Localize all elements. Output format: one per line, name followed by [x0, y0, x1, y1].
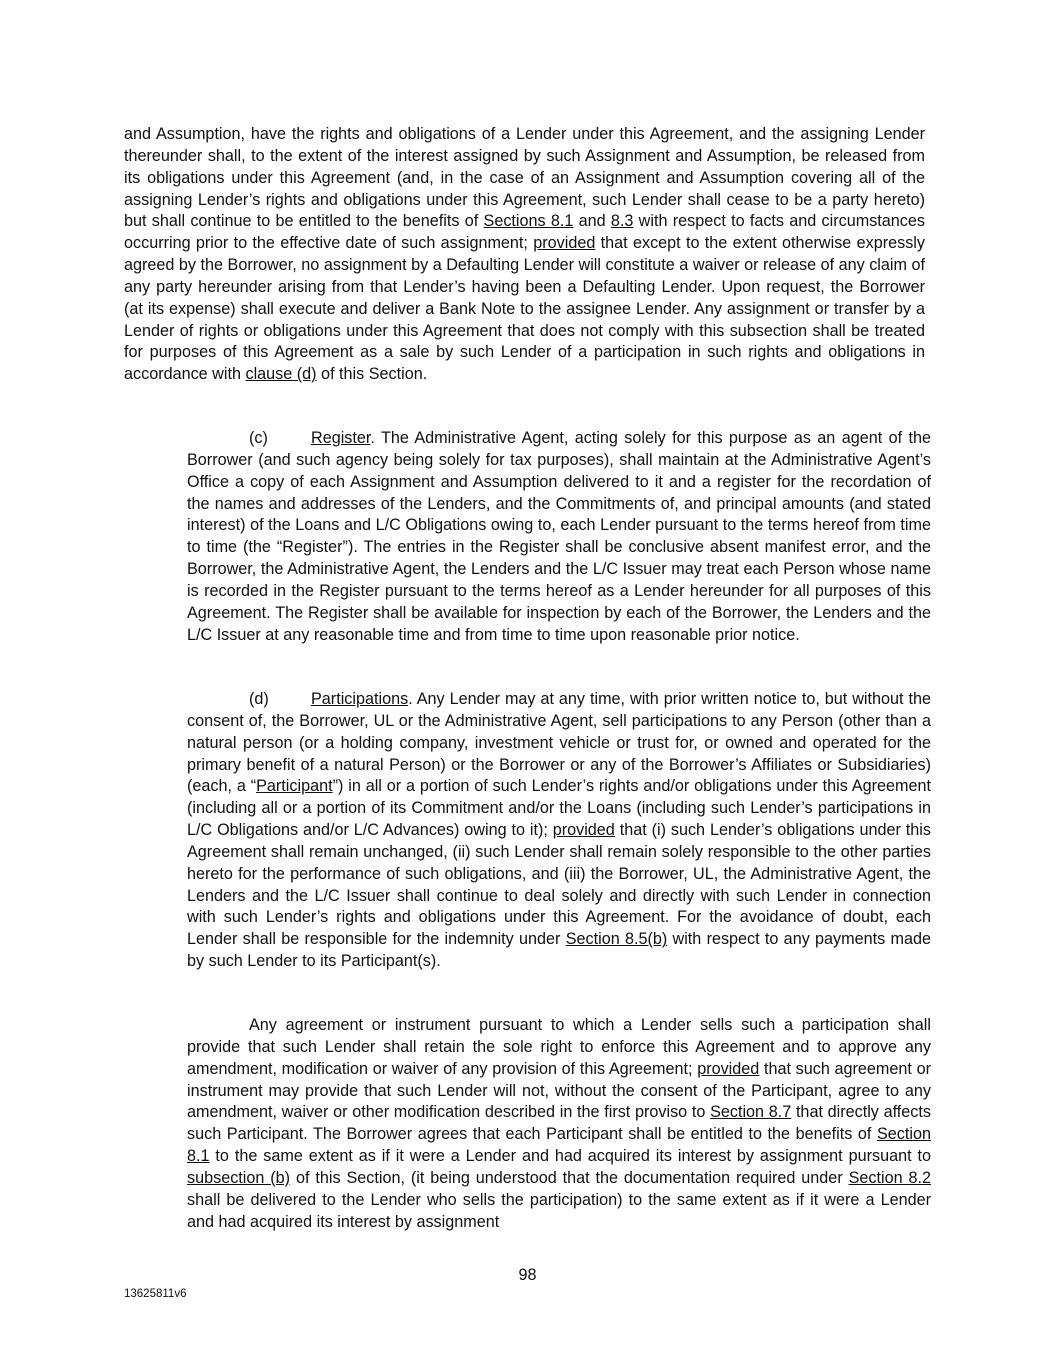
section-d-paragraph [187, 689, 931, 973]
cross-reference: Sections 8.1 [483, 212, 574, 231]
section-heading: Register [311, 429, 371, 447]
continuation-paragraph [124, 124, 925, 386]
text-run: Any agreement or instrument pursuant to which a Lender sells such a participation shall provide that such Lender shall retain the sole right to enforce this Agreement and to approve any amendment, modification or waiver of any provision of this Agreement; [187, 1016, 931, 1078]
text-run: and [573, 212, 611, 231]
text-run: of this Section. [316, 365, 428, 384]
document-id: 13625811v6 [124, 1288, 187, 1300]
text-run: . Any Lender may at any time, with prior written notice to, but without the consent of, the Borrower, UL or the Administrative Agent, sell participations to any Person (other than a natural person (or a holding company, investment vehicle or trust for, or owned and operated for the primary benefit of a natural Person) or the Borrower or any of the Borrower’s Affiliates or Subsidiaries) (each, a “ [187, 690, 931, 796]
provided-term: provided [533, 234, 596, 253]
participation-agreement-paragraph [187, 1015, 931, 1233]
cross-reference: Section 8.2 [848, 1168, 932, 1187]
text-run: with respect to facts and circumstances occurring prior to the effective date of such assignment; [124, 212, 925, 253]
cross-reference: 8.3 [610, 212, 634, 231]
section-label: (c) [249, 429, 268, 447]
provided-term: provided [697, 1059, 760, 1078]
cross-reference: Section 8.7 [710, 1103, 792, 1122]
cross-reference: Section 8.5(b) [565, 930, 668, 949]
section-c-paragraph [187, 428, 931, 646]
text-run: and Assumption, have the rights and obligations of a Lender under this Agreement, and the assigning Lender thereunder shall, to the extent of the interest assigned by such Assignment and Assumption, be released from its obligations under this Agreement (and, in the case of an Assignment and Assumption covering all of the assigning Lender’s rights and obligations under this Agreement, such Lender shall cease to be a party hereto) but shall continue to be entitled to the benefits of [124, 125, 925, 231]
text-run: that except to the extent otherwise expressly agreed by the Borrower, no assignment by a Defaulting Lender will constitute a waiver or release of any claim of any party hereunder arising from that Lender’s having been a Defaulting Lender. Upon request, the Borrower (at its expense) shall execute and deliver a Bank Note to the assignee Lender. Any assignment or transfer by a Lender of rights or obligations under this Agreement that does not comply with this subsection shall be treated for purposes of this Agreement as a sale by such Lender of a participation in such rights and obligations in accordance with [124, 234, 925, 384]
section-heading: Participations [311, 690, 409, 708]
cross-reference: Section 8.1 [187, 1125, 931, 1166]
text-run: that (i) such Lender’s obligations under this Agreement shall remain unchanged, (ii) such Lender shall remain solely responsible to the other parties hereto for the performance of such obligations, and (iii) the Borrower, UL, the Administrative Agent, the Lenders and the L/C Issuer shall continue to deal solely and directly with such Lender in connection with such Lender’s rights and obligations under this Agreement. For the avoidance of doubt, each Lender shall be responsible for the indemnity under [187, 821, 931, 949]
section-label: (d) [249, 690, 269, 708]
page-number: 98 [518, 1266, 537, 1284]
text-run: . The Administrative Agent, acting solely for this purpose as an agent of the Borrower (and such agency being solely for tax purposes), shall maintain at the Administrative Agent’s Office a copy of each Assignment and Assumption delivered to it and a register for the recordation of the names and addresses of the Lenders, and the Commitments of, and principal amounts (and stated interest) of the Loans and L/C Obligations owing to, each Lender pursuant to the terms hereof from time to time (the “Register”). The entries in the Register shall be conclusive absent manifest error, and the Borrower, the Administrative Agent, the Lenders and the L/C Issuer may treat each Person whose name is recorded in the Register pursuant to the terms hereof as a Lender hereunder for all purposes of this Agreement. The Register shall be available for inspection by each of the Borrower, the Lenders and the L/C Issuer at any reasonable time and from time to time upon reasonable prior notice. [187, 429, 931, 644]
text-run: to the same extent as if it were a Lender and had acquired its interest by assignment pursuant to [209, 1147, 931, 1166]
text-run: that directly affects such Participant. The Borrower agrees that each Participant shall be entitled to the benefits of [187, 1103, 931, 1144]
text-run: ”) in all or a portion of such Lender’s rights and/or obligations under this Agreement (including all or a portion of its Commitment and/or the Loans (including such Lender’s participations in L/C Obligations and/or L/C Advances) owing to it); [187, 777, 931, 840]
defined-term: Participant [256, 777, 333, 796]
text-run: that such agreement or instrument may provide that such Lender will not, without the consent of the Participant, agree to any amendment, waiver or other modification described in the first proviso to [187, 1059, 931, 1122]
cross-reference: clause (d) [245, 365, 317, 384]
provided-term: provided [552, 821, 615, 840]
text-run: with respect to any payments made by such Lender to its Participant(s). [187, 930, 931, 971]
text-run: shall be delivered to the Lender who sells the participation) to the same extent as if it were a Lender and had acquired its interest by assignment [187, 1190, 931, 1231]
cross-reference: subsection (b) [187, 1168, 291, 1187]
text-run: of this Section, (it being understood that the documentation required under [290, 1168, 849, 1187]
